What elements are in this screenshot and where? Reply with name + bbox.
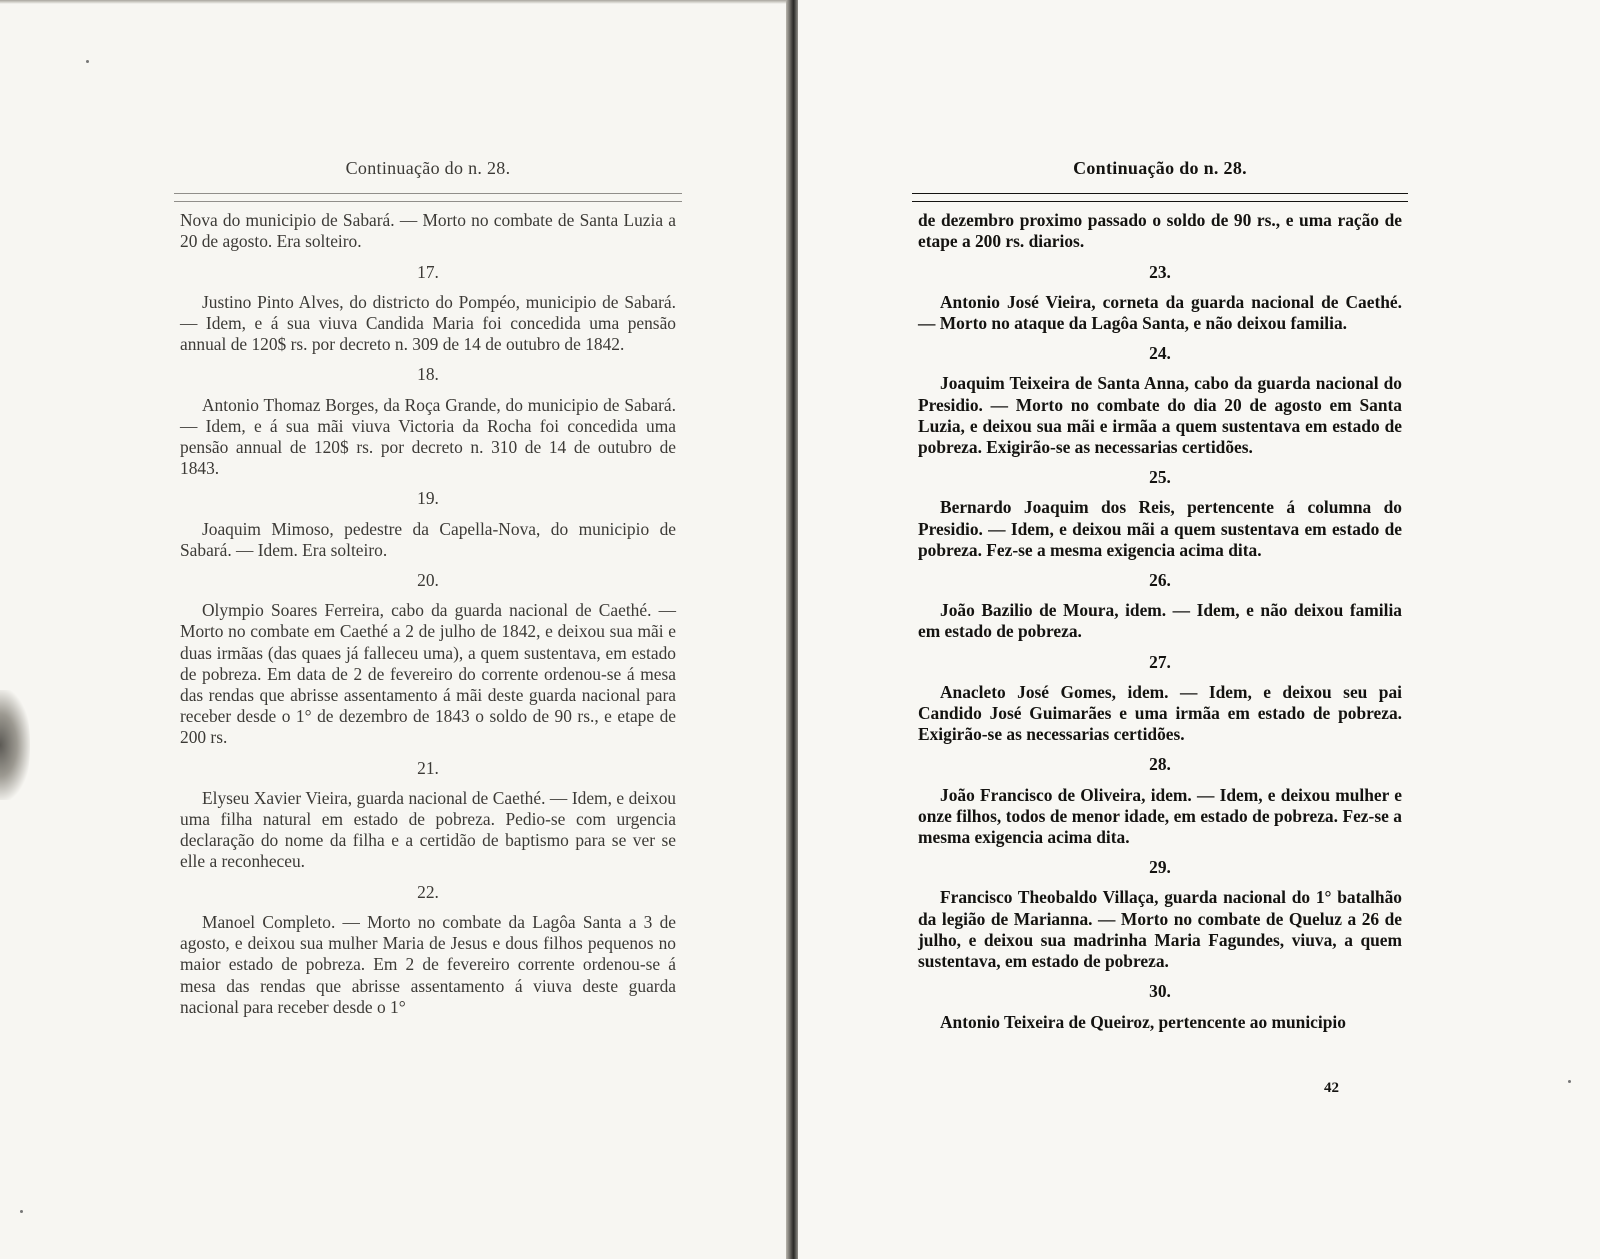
entry-paragraph: Nova do municipio de Sabará. — Morto no combate de Santa Luzia a 20 de agosto. Era solteiro. [180,210,676,252]
entry-paragraph: Justino Pinto Alves, do districto do Pompéo, municipio de Sabará. — Idem, e á sua viuva Candida Maria foi concedida uma pensão annual de 120$ rs. por decreto n. 309 de 14 de outubro de 1842. [180,291,676,355]
left-entries [180,210,676,1018]
entry-number: 17. [417,261,439,282]
entry-paragraph: de dezembro proximo passado o soldo de 90 rs., e uma ração de etape a 200 rs. diarios. [918,210,1402,252]
entry-number: 21. [417,757,439,778]
right-page [798,0,1600,1259]
entry-paragraph: Joaquim Mimoso, pedestre da Capella-Nova, do municipio de Sabará. — Idem. Era solteiro. [180,518,676,560]
entry-number: 30. [1149,981,1171,1002]
entry-number: 28. [1149,754,1171,775]
entry-number: 24. [1149,343,1171,364]
entry-paragraph: Bernardo Joaquim dos Reis, pertencente á columna do Presidio. — Idem, e deixou mãi a quem sustentava em estado de pobreza. Fez-se a mesma exigencia acima dita. [918,497,1402,560]
paper-speck [1568,1080,1571,1083]
left-page [0,0,790,1259]
entry-number: 22. [417,881,439,902]
signature-mark: 42 [1324,1080,1339,1096]
left-running-head: Continuação do n. 28. [345,158,511,178]
entry-paragraph: Manoel Completo. — Morto no combate da Lagôa Santa a 3 de agosto, e deixou sua mulher Maria de Jesus e dous filhos pequenos no maior estado de pobreza. Em 2 de fevereiro corrente ordenou-se á mesa das rendas que abrisse assentamento á viuva deste guarda nacional para receber desde o 1° [180,911,676,1017]
entry-paragraph: Antonio Thomaz Borges, da Roça Grande, do municipio de Sabará. — Idem, e á sua mãi viuva Victoria da Rocha foi concedida uma pensão annual de 120$ rs. por decreto n. 310 de 14 de outubro de 1843. [180,394,676,479]
entry-paragraph: Anacleto José Gomes, idem. — Idem, e deixou seu pai Candido José Guimarães e uma irmãa em estado de pobreza. Exigirão-se as necessarias certidões. [918,681,1402,745]
entry-number: 20. [417,570,439,591]
entry-number: 25. [1149,467,1171,488]
entry-paragraph: Joaquim Teixeira de Santa Anna, cabo da guarda nacional do Presidio. — Morto no combate do dia 20 de agosto em Santa Luzia, e deixou sua mãi e irmãa a quem sustentava em estado de pobreza. Exigirão-se as necessarias certidões. [918,373,1402,458]
page-top-shadow [0,0,790,4]
right-text-column [918,158,1402,1033]
entry-paragraph: João Bazilio de Moura, idem. — Idem, e não deixou familia em estado de pobreza. [918,600,1402,642]
right-running-head: Continuação do n. 28. [1073,158,1247,178]
left-text-column [180,158,676,1018]
entry-paragraph: Elyseu Xavier Vieira, guarda nacional de Caethé. — Idem, e deixou uma filha natural em estado de pobreza. Pedio-se com urgencia declaração do nome da filha e a certidão de baptismo para se ver se elle a reconheceu. [180,787,676,872]
entry-number: 27. [1149,651,1171,672]
entry-paragraph: Olympio Soares Ferreira, cabo da guarda nacional de Caethé. — Morto no combate em Caethé a 2 de julho de 1842, e deixou sua mãi e duas irmãas (das quaes já falleceu uma), a quem sustentava, em estado de pobreza. Em data de 2 de fevereiro do corrente ordenou-se á mesa das rendas que abrisse assentamento á mãi deste guarda nacional para receber desde o 1° de dezembro de 1843 o soldo de 90 rs., e etape de 200 rs. [180,600,676,748]
entry-number: 18. [417,364,439,385]
edge-stain [0,690,30,800]
paper-speck [86,60,89,63]
entry-paragraph: Antonio José Vieira, corneta da guarda nacional de Caethé. — Morto no ataque da Lagôa Santa, e não deixou familia. [918,291,1402,334]
entry-number: 23. [1149,261,1171,282]
left-header-rule [174,193,682,202]
entry-number: 19. [417,488,439,509]
paper-speck [20,1210,23,1213]
entry-paragraph: João Francisco de Oliveira, idem. — Idem, e deixou mulher e onze filhos, todos de menor idade, em estado de pobreza. Fez-se a mesma exigencia acima dita. [918,784,1402,848]
right-header-rule [912,193,1408,202]
right-entries [918,210,1402,1033]
entry-number: 29. [1149,857,1171,878]
entry-paragraph: Francisco Theobaldo Villaça, guarda nacional do 1° batalhão da legião de Marianna. — Morto no combate de Queluz a 26 de julho, e deixou sua madrinha Maria Fagundes, viuva, a quem sustentava, em estado de pobreza. [918,887,1402,972]
entry-number: 26. [1149,570,1171,591]
entry-paragraph: Antonio Teixeira de Queiroz, pertencente ao municipio [940,1011,1346,1032]
